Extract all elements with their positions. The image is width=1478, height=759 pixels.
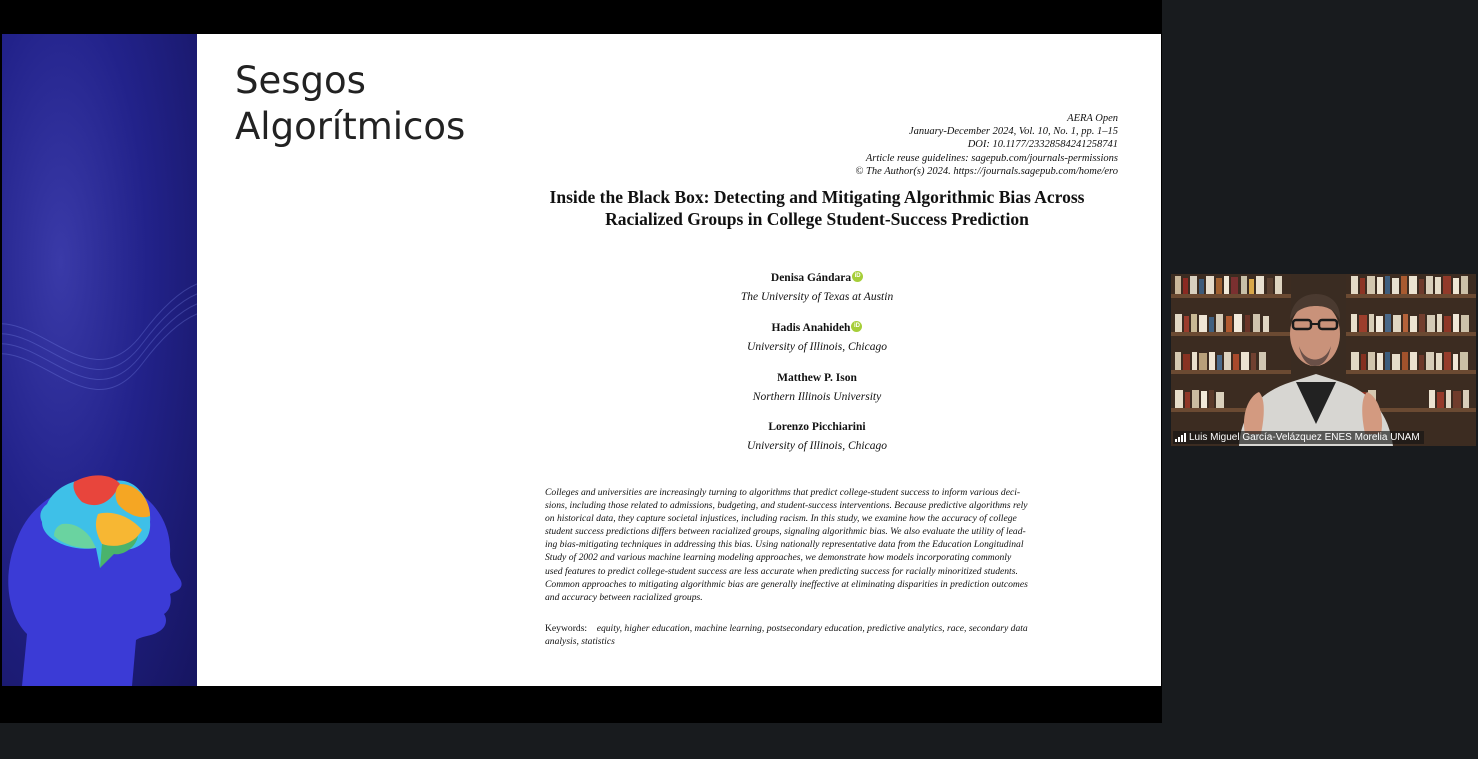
wave-decoration-icon — [2, 214, 197, 474]
participant-video-frame — [1171, 274, 1476, 446]
keywords-label: Keywords: — [545, 623, 588, 634]
head-brain-icon — [2, 444, 197, 686]
participant-name-label — [1173, 431, 1424, 444]
paper-keywords — [545, 622, 1090, 648]
author-affiliation: University of Illinois, Chicago — [747, 440, 887, 452]
author-affiliation: University of Illinois, Chicago — [747, 341, 887, 353]
paper-title — [502, 186, 1132, 230]
author-name: Denisa Gándara — [770, 272, 852, 284]
abstract-line: Colleges and universities are increasingly turning to algorithms that predict college-student success to inform various deci- — [545, 487, 1021, 498]
journal-reuse: Article reuse guidelines: sagepub.com/journals-permissions — [865, 152, 1118, 164]
author-block — [702, 370, 932, 405]
slide-title-line1: Sesgos — [235, 59, 366, 102]
abstract-line: and accuracy between racialized groups. — [545, 591, 703, 603]
author-affiliation: The University of Texas at Austin — [740, 291, 894, 303]
journal-name: AERA Open — [1067, 113, 1118, 124]
slide-title-line2: Algorítmicos — [235, 105, 466, 148]
abstract-line: on historical data, they capture societal injustices, including racism. In this study, we examine how the accuracy of college — [545, 513, 1017, 525]
keywords-list: equity, higher education, machine learning, postsecondary education, predictive analytics, race, secondary data — [596, 623, 1028, 634]
abstract-line: Common approaches to mitigating algorithmic bias are generally ineffective at eliminating disparities in prediction outcomes — [545, 578, 1028, 590]
paper-abstract — [545, 486, 1090, 604]
abstract-line: ing bias-mitigating techniques in addressing this bias. Using nationally representative data from the Education Longitudinal — [545, 539, 1024, 551]
signal-strength-icon — [1175, 433, 1186, 442]
abstract-line: sions, including those related to admissions, budgeting, and student-success interventions. Because predictive algorithms rely — [545, 500, 1028, 512]
author-block — [702, 270, 932, 305]
participant-name: Luis Miguel García-Velázquez ENES Morelia UNAM — [1189, 432, 1420, 443]
slide-title — [235, 58, 465, 150]
author-name: Matthew P. Ison — [777, 372, 857, 384]
author-name: Hadis Anahideh — [771, 322, 851, 334]
orcid-icon: iD — [851, 321, 862, 332]
paper-title-line1: Inside the Black Box: Detecting and Mitigating Algorithmic Bias Across — [549, 187, 1085, 207]
abstract-line: used features to predict college-student success are less accurate when predicting success for racially minoritized students. — [545, 565, 1018, 577]
author-affiliation: Northern Illinois University — [752, 391, 882, 403]
journal-doi: DOI: 10.1177/23328584241258741 — [967, 139, 1118, 151]
abstract-line: Study of 2002 and various machine learning modeling approaches, we demonstrate how models incorporating commonly — [545, 552, 1012, 564]
orcid-icon: iD — [852, 271, 863, 282]
journal-metadata — [698, 112, 1118, 178]
journal-issue: January-December 2024, Vol. 10, No. 1, pp. 1–15 — [908, 126, 1118, 138]
keywords-list-continued: analysis, statistics — [545, 636, 615, 648]
author-name: Lorenzo Picchiarini — [768, 421, 866, 433]
author-block — [702, 419, 932, 454]
participant-video-tile[interactable] — [1171, 274, 1476, 446]
abstract-line: student success predictions differs between racialized groups, signaling algorithmic bias. We also evaluate the utility of lead- — [545, 526, 1026, 538]
paper-title-line2: Racialized Groups in College Student-Success Prediction — [605, 209, 1029, 229]
meeting-bottom-bar — [0, 723, 1162, 759]
journal-copyright: © The Author(s) 2024. https://journals.sagepub.com/home/ero — [855, 165, 1118, 177]
author-block — [702, 320, 932, 355]
slide-side-panel — [2, 34, 197, 686]
presentation-slide — [2, 34, 1161, 686]
